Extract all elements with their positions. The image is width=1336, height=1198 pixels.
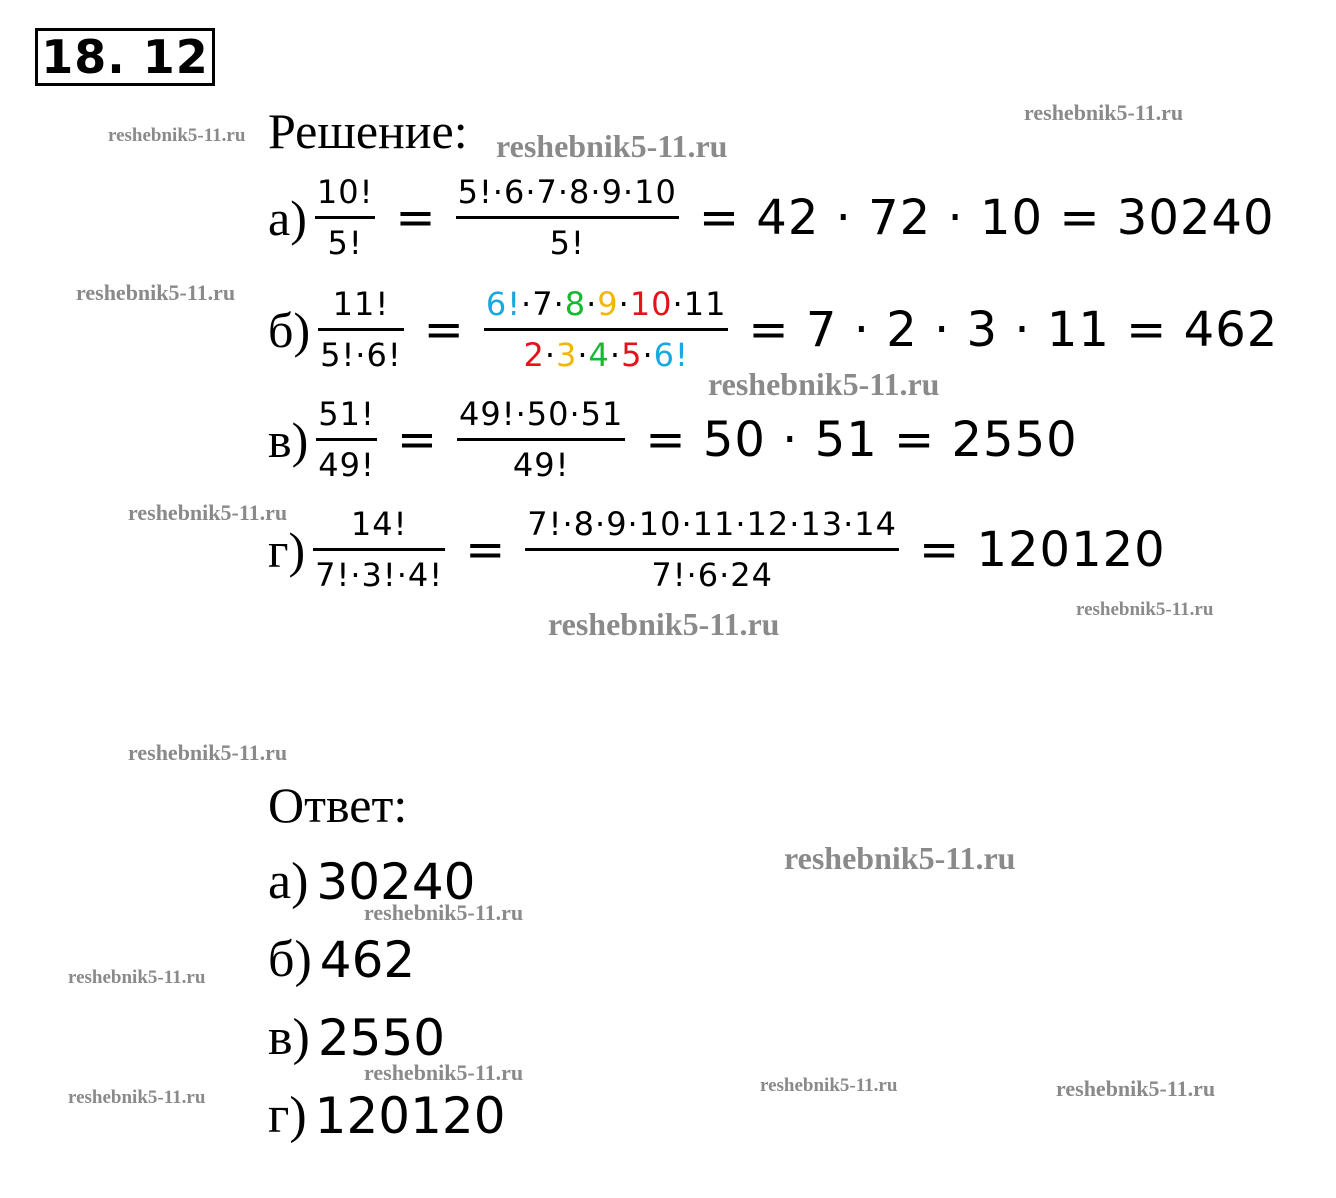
answer-heading: Ответ: (268, 777, 408, 833)
watermark: reshebnik5-11.ru (364, 1060, 524, 1085)
numerator: 10! (316, 173, 374, 211)
problem-number: 18. 12 (35, 28, 215, 86)
solution-row-b (268, 285, 1279, 374)
answer-v (268, 1008, 445, 1067)
answer-label: г) (268, 1087, 307, 1144)
colored-term: ·11 (672, 285, 727, 323)
fraction-bar (484, 328, 729, 331)
fraction-bar (316, 438, 377, 441)
colored-term: · (586, 285, 598, 323)
colored-term: · (544, 336, 557, 374)
watermark: reshebnik5-11.ru (128, 740, 288, 765)
answer-label: а) (268, 853, 309, 910)
colored-term: 8 (564, 285, 587, 323)
answer-value: 2550 (317, 1008, 446, 1067)
numerator: 14! (350, 505, 408, 543)
denominator: 49! (318, 446, 375, 484)
fraction-bar (457, 438, 625, 441)
fraction-right-colored (484, 285, 729, 374)
equals-sign: = (396, 411, 438, 468)
colored-term: 5 (621, 336, 643, 374)
watermark: reshebnik5-11.ru (108, 125, 246, 146)
row-label: г) (268, 521, 306, 578)
fraction-bar (315, 216, 376, 219)
equals-sign: = (465, 521, 506, 578)
colored-term: 10 (629, 285, 673, 323)
fraction-right (525, 505, 899, 594)
fraction-bar (318, 328, 404, 331)
colored-term: ·7· (521, 285, 565, 323)
numerator: 11! (332, 285, 390, 323)
fraction-left (315, 173, 376, 262)
answer-value: 30240 (316, 852, 476, 911)
colored-term: 9 (597, 285, 619, 323)
colored-denominator (521, 336, 690, 374)
colored-term: · (609, 336, 622, 374)
watermark: reshebnik5-11.ru (128, 500, 288, 525)
denominator: 5! (327, 224, 363, 262)
solution-heading: Решение: (268, 103, 468, 159)
colored-term: 4 (588, 336, 610, 374)
watermark: reshebnik5-11.ru (68, 967, 206, 988)
denominator: 49! (512, 446, 570, 484)
answer-b (268, 930, 415, 989)
watermark: reshebnik5-11.ru (760, 1075, 898, 1096)
colored-term: · (618, 285, 630, 323)
answer-value: 462 (319, 930, 416, 989)
solution-row-v (268, 395, 1078, 484)
row-result: = 50 · 51 = 2550 (645, 411, 1078, 468)
colored-numerator (484, 285, 729, 323)
solution-row-a (268, 173, 1275, 262)
watermark: reshebnik5-11.ru (784, 840, 1016, 876)
denominator: 5! (549, 224, 585, 262)
solution-row-g (268, 505, 1166, 594)
row-result: = 7 · 2 · 3 · 11 = 462 (748, 301, 1279, 358)
equals-sign: = (423, 301, 464, 358)
watermark: reshebnik5-11.ru (1076, 599, 1214, 620)
fraction-left (318, 285, 404, 374)
colored-term: · (642, 336, 654, 374)
row-result: = 120120 (919, 521, 1166, 578)
row-label: в) (268, 411, 309, 468)
watermark: reshebnik5-11.ru (1024, 100, 1184, 125)
row-label: б) (268, 301, 311, 358)
watermark: reshebnik5-11.ru (364, 900, 524, 925)
answer-value: 120120 (314, 1086, 506, 1145)
answer-label: в) (268, 1009, 310, 1066)
denominator: 5!·6! (320, 336, 402, 374)
fraction-right (456, 173, 679, 262)
colored-term: 2 (523, 336, 545, 374)
colored-term: 6! (485, 285, 522, 323)
fraction-bar (525, 548, 899, 551)
watermark: reshebnik5-11.ru (496, 128, 728, 164)
answer-label: б) (268, 931, 312, 988)
denominator: 7!·6·24 (651, 556, 773, 594)
numerator: 51! (318, 395, 375, 433)
numerator: 7!·8·9·10·11·12·13·14 (527, 505, 897, 543)
denominator: 7!·3!·4! (315, 556, 444, 594)
numerator: 5!·6·7·8·9·10 (457, 173, 677, 211)
fraction-bar (456, 216, 679, 219)
watermark: reshebnik5-11.ru (708, 366, 940, 402)
watermark: reshebnik5-11.ru (548, 606, 780, 642)
colored-term: 6! (653, 336, 689, 374)
colored-term: 3 (556, 336, 578, 374)
row-label: а) (268, 189, 307, 246)
equals-sign: = (395, 189, 436, 246)
answer-g (268, 1086, 506, 1145)
fraction-right (457, 395, 625, 484)
watermark: reshebnik5-11.ru (1056, 1076, 1216, 1101)
watermark: reshebnik5-11.ru (76, 280, 236, 305)
fraction-bar (313, 548, 445, 551)
row-result: = 42 · 72 · 10 = 30240 (698, 189, 1275, 246)
numerator: 49!·50·51 (459, 395, 624, 433)
colored-term: · (577, 336, 589, 374)
fraction-left (313, 505, 445, 594)
fraction-left (316, 395, 377, 484)
watermark: reshebnik5-11.ru (68, 1087, 206, 1108)
